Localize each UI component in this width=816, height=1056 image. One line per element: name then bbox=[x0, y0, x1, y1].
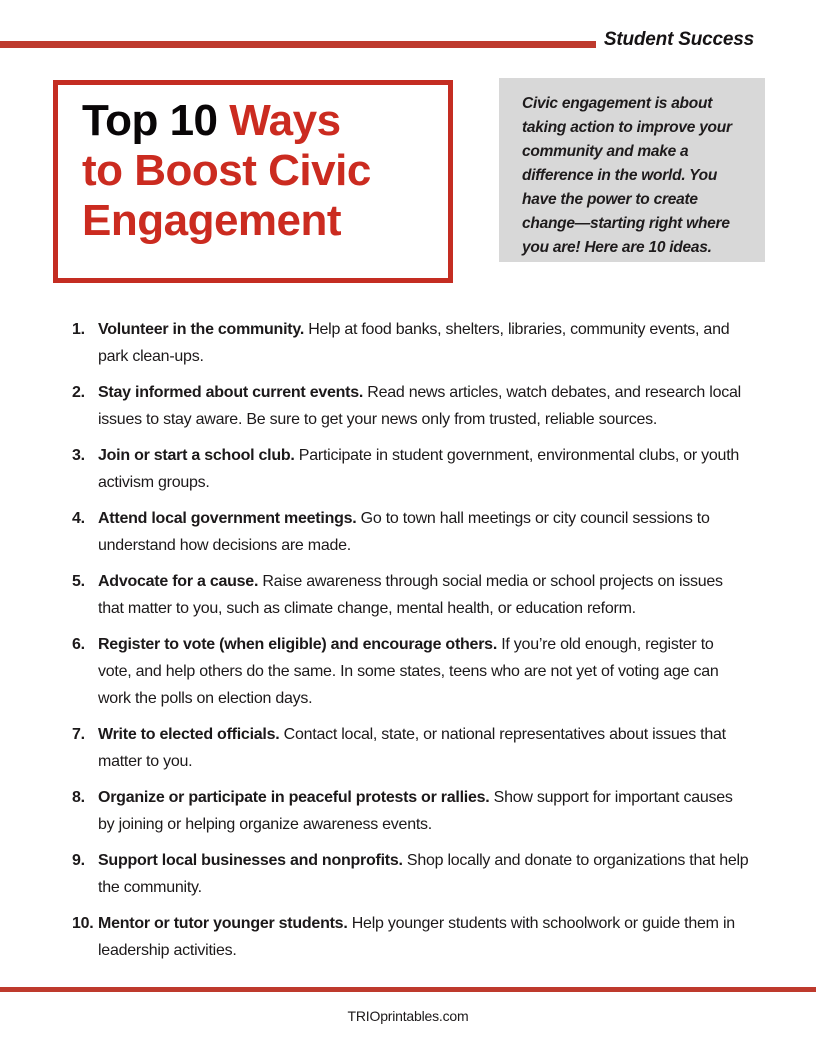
header-rule bbox=[0, 41, 596, 48]
list-item-lead: Mentor or tutor younger students. bbox=[98, 915, 348, 932]
title-line-3: Engagement bbox=[82, 196, 342, 245]
list-item-lead: Attend local government meetings. bbox=[98, 510, 357, 527]
list-item bbox=[72, 505, 750, 559]
list-item-rest: If you’re old enough, register to vote, and help others do the same. In some states, teens who are not yet of voting age can work the polls on election days. bbox=[98, 636, 719, 707]
list-item bbox=[72, 568, 750, 622]
title-line-1 bbox=[82, 96, 448, 146]
list-item-number: 2. bbox=[72, 384, 85, 401]
list-item-rest: Help at food banks, shelters, libraries, community events, and park clean-ups. bbox=[98, 321, 730, 365]
list-item-text bbox=[98, 784, 750, 838]
list-item bbox=[72, 721, 750, 775]
list-item-lead: Register to vote (when eligible) and encourage others. bbox=[98, 636, 498, 653]
list-item-rest: Go to town hall meetings or city council sessions to understand how decisions are made. bbox=[98, 510, 710, 554]
list-item bbox=[72, 847, 750, 901]
list-item-lead: Write to elected officials. bbox=[98, 726, 280, 743]
intro-text: Civic engagement is about taking action to improve your community and make a difference in the world. You have the power to create change—starting right where you are! Here are 10 ideas. bbox=[522, 95, 732, 256]
list-item-rest: Help younger students with schoolwork or guide them in leadership activities. bbox=[98, 915, 735, 959]
list-item-number: 6. bbox=[72, 636, 85, 653]
list-item-text bbox=[98, 442, 750, 496]
title-line1-red: Ways bbox=[229, 96, 341, 145]
list-item bbox=[72, 910, 750, 964]
list-item-text bbox=[98, 379, 750, 433]
list-item-text bbox=[98, 568, 750, 622]
list-item-number: 4. bbox=[72, 510, 85, 527]
list-item-lead: Join or start a school club. bbox=[98, 447, 295, 464]
tips-list bbox=[72, 316, 750, 973]
list-item-rest: Participate in student government, environmental clubs, or youth activism groups. bbox=[98, 447, 740, 491]
list-item bbox=[72, 784, 750, 838]
list-item bbox=[72, 379, 750, 433]
list-item-rest: Show support for important causes by joining or helping organize awareness events. bbox=[98, 789, 733, 833]
list-item-lead: Volunteer in the community. bbox=[98, 321, 305, 338]
list-item-text bbox=[98, 631, 750, 712]
list-item bbox=[72, 316, 750, 370]
list-item-number: 1. bbox=[72, 321, 85, 338]
footer-rule bbox=[0, 987, 816, 992]
list-item-number: 5. bbox=[72, 573, 85, 590]
list-item-text bbox=[98, 505, 750, 559]
brand-label: Student Success bbox=[603, 29, 754, 50]
title-line1-black: Top 10 bbox=[82, 96, 230, 145]
list-item-lead: Stay informed about current events. bbox=[98, 384, 364, 401]
list-item-rest: Shop locally and donate to organizations that help the community. bbox=[98, 852, 749, 896]
list-item-lead: Organize or participate in peaceful protests or rallies. bbox=[98, 789, 490, 806]
list-item-rest: Contact local, state, or national representatives about issues that matter to you. bbox=[98, 726, 726, 770]
list-item-rest: Raise awareness through social media or school projects on issues that matter to you, such as climate change, mental health, or education reform. bbox=[98, 573, 723, 617]
title-line-2: to Boost Civic bbox=[82, 146, 371, 195]
list-item-number: 8. bbox=[72, 789, 85, 806]
list-item-lead: Advocate for a cause. bbox=[98, 573, 259, 590]
title-box bbox=[53, 80, 453, 283]
list-item bbox=[72, 631, 750, 712]
list-item-text bbox=[98, 721, 750, 775]
list-item-lead: Support local businesses and nonprofits. bbox=[98, 852, 403, 869]
list-item-number: 7. bbox=[72, 726, 85, 743]
list-item-text bbox=[98, 910, 750, 964]
footer-site-label: TRIOprintables.com bbox=[347, 1008, 469, 1024]
list-item-text bbox=[98, 847, 750, 901]
list-item-text bbox=[98, 316, 750, 370]
intro-box bbox=[499, 78, 765, 262]
list-item-number: 10. bbox=[72, 915, 94, 932]
list-item bbox=[72, 442, 750, 496]
list-item-number: 3. bbox=[72, 447, 85, 464]
list-item-number: 9. bbox=[72, 852, 85, 869]
list-item-rest: Read news articles, watch debates, and research local issues to stay aware. Be sure to get your news only from trusted, reliable sources. bbox=[98, 384, 741, 428]
